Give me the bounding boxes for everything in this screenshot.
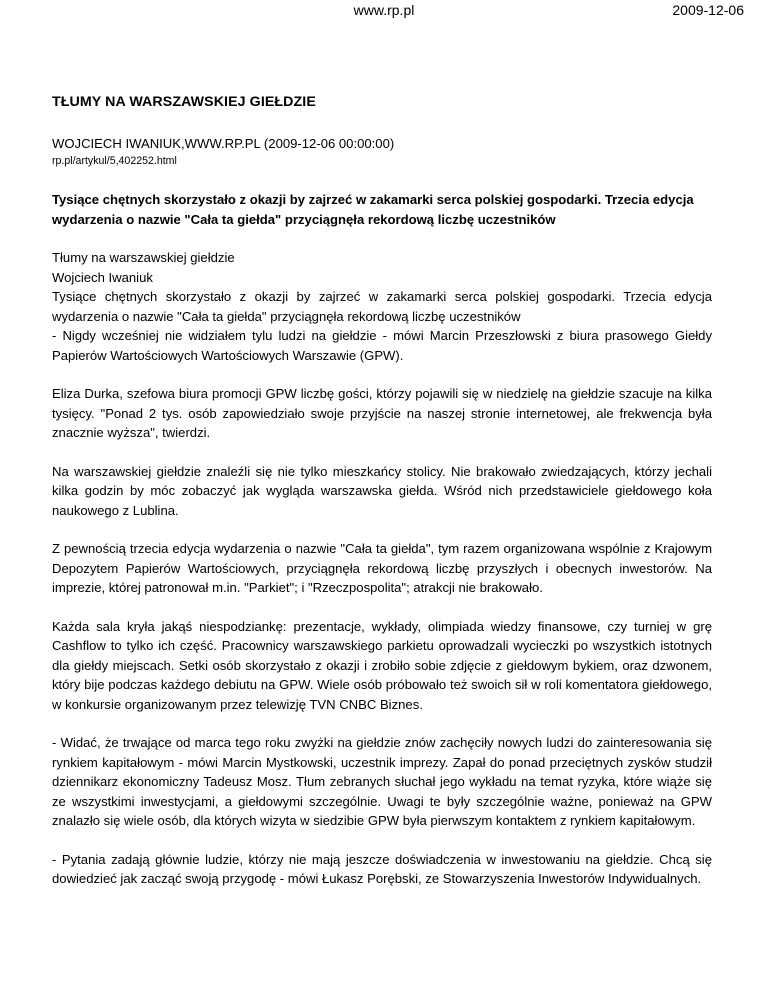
paragraph: - Widać, że trwające od marca tego roku zwyżki na giełdzie znów zachęciły nowych ludzi do zainteresowania się rynkiem kapitałowym - mówi Marcin Mystkowski, uczestnik imprezy. Zapał do ponad przeciętnych zysków studził dziennikarz ekonomiczny Tadeusz Mosz. Tłum zebranych słuchał jego wykładu na temat ryzyka, które wiąże się ze wszystkimi inwestycjami, a giełdowymi szczególnie. Uwagi te były szczególnie ważne, ponieważ na GPW znalazło się wiele osób, dla których wizyta w siedzibie GPW była pierwszym kontaktem z rynkiem kapitałowym. <box>52 735 712 828</box>
page-header <box>0 0 768 22</box>
intro-block <box>52 248 712 365</box>
paragraph: Każda sala kryła jakąś niespodziankę: prezentacje, wykłady, olimpiada wiedzy finansowe, czy turniej w grę Cashflow to tylko ich część. Pracownicy warszawskiego parkietu oprowadzali wycieczki po wszystkich istotnych dla giełdy miejscach. Setki osób skorzystało z okazji i zrobiło sobie zdjęcie z giełdowym bykiem, oraz dzwonem, który bije podczas każdego debiutu na GPW. Wiele osób próbowało też swoich sił w roli komentatora giełdowego, w konkursie organizowanym przez telewizję TVN CNBC Biznes. <box>52 618 712 712</box>
header-date: 2009-12-06 <box>672 2 744 18</box>
intro-quote: - Nigdy wcześniej nie widziałem tylu ludzi na giełdzie - mówi Marcin Przeszłowski z biura prasowego Giełdy Papierów Wartościowych Wartościowych Warszawie (GPW). <box>52 328 712 363</box>
paragraph: Na warszawskiej giełdzie znaleźli się nie tylko mieszkańcy stolicy. Nie brakowało zwiedzających, którzy jechali kilka godzin by móc zobaczyć jak wygląda warszawska giełda. Wśród nich przedstawiciele giełdowego koła naukowego z Lublina. <box>52 463 712 518</box>
intro-author: Wojciech Iwaniuk <box>52 269 153 285</box>
article <box>52 93 712 908</box>
intro-text: Tysiące chętnych skorzystało z okazji by zajrzeć w zakamarki serca polskiej gospodarki. Trzecia edycja wydarzenia o nazwie "Cała ta giełda" przyciągnęła rekordową liczbę uczestników <box>52 289 712 324</box>
intro-title: Tłumy na warszawskiej giełdzie <box>52 250 235 265</box>
paragraph: - Pytania zadają głównie ludzie, którzy nie mają jeszcze doświadczenia w inwestowaniu na giełdzie. Chcą się dowiedzieć jak zacząć swoją przygodę - mówi Łukasz Porębski, ze Stowarzyszenia Inwestorów Indywidualnych. <box>52 851 712 886</box>
paragraph: Eliza Durka, szefowa biura promocji GPW liczbę gości, którzy pojawili się w niedzielę na giełdzie szacuje na kilka tysięcy. "Ponad 2 tys. osób zapowiedziało swoje przyjście na naszej stronie internetowej, ale frekwencja była znacznie wyższa", twierdzi. <box>52 386 712 440</box>
article-link[interactable]: rp.pl/artykul/5,402252.html <box>52 155 177 167</box>
article-byline: WOJCIECH IWANIUK,WWW.RP.PL (2009-12-06 00:00:00) <box>52 135 395 151</box>
article-lead: Tysiące chętnych skorzystało z okazji by zajrzeć w zakamarki serca polskiej gospodarki. Trzecia edycja wydarzenia o nazwie "Cała ta giełda" przyciągnęła rekordową liczbę uczestników <box>52 192 694 227</box>
paragraph: Z pewnością trzecia edycja wydarzenia o nazwie "Cała ta giełda", tym razem organizowana wspólnie z Krajowym Depozytem Papierów Wartościowych, przyciągnęła rekordową liczbę przyszłych i obecnych inwestorów. Na imprezie, której patronował m.in. "Parkiet"; i "Rzeczpospolita"; atrakcji nie brakowało. <box>52 541 712 595</box>
article-title: TŁUMY NA WARSZAWSKIEJ GIEŁDZIE <box>52 94 316 110</box>
source-url: www.rp.pl <box>353 2 415 18</box>
